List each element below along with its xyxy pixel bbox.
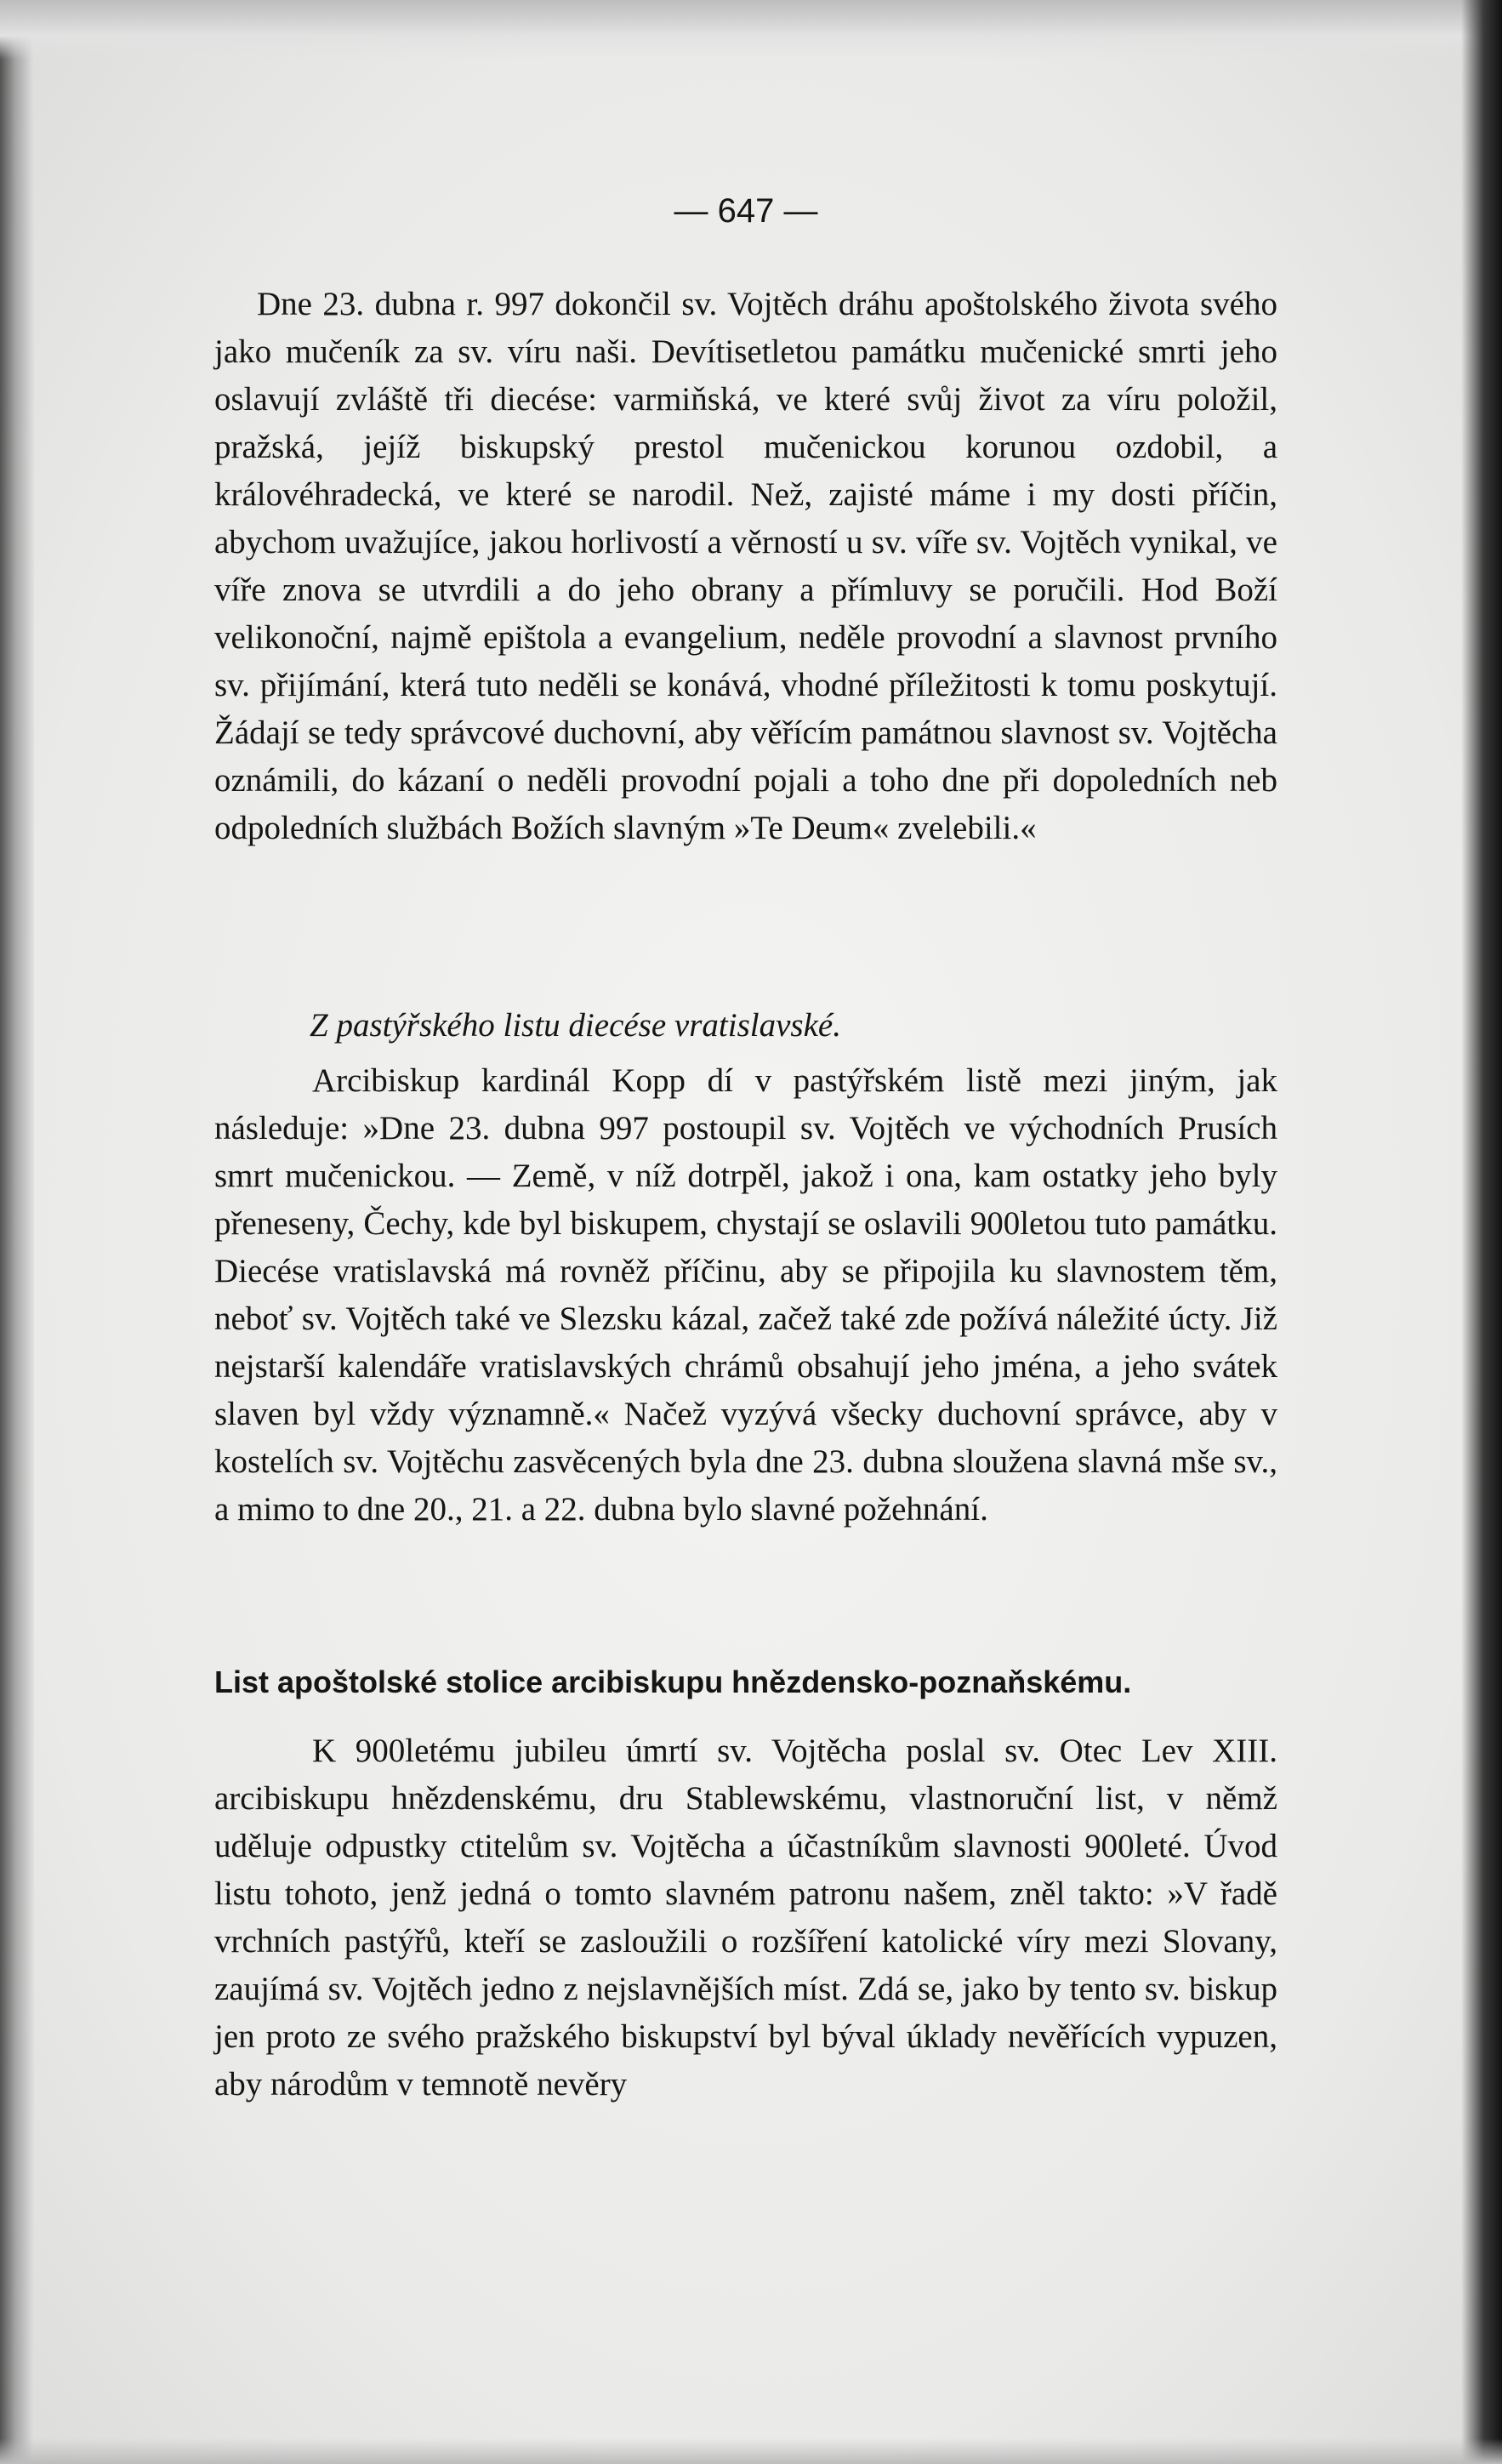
page-right-edge-shadow [1461,0,1502,2464]
page-number: — 647 — [674,192,818,230]
page-left-edge-shadow [0,0,34,2464]
source-signature: Z pastýřského listu diecése vratislavské. [310,1007,841,1044]
page-top-edge-shadow [0,0,1502,60]
paragraph-vratislav-letter: Arcibiskup kardinál Kopp dí v pastýřském listě mezi jiným, jak následuje: »Dne 23. dubna 997 postoupil sv. Vojtěch ve východních Prusích smrt mučenickou. — Země, v níž dotrpěl, jakož i ona, kam ostatky jeho byly přeneseny, Čechy, kde byl biskupem, chystají se oslavili 900letou tuto památku. Diecése vratislavská má rovněž příčinu, aby se připojila ku slavnostem těm, neboť sv. Vojtěch také ve Slezsku kázal, začež také zde požívá náležité úcty. Již nejstarší kalendáře vratislavských chrámů obsahují jeho jména, a jeho svátek slaven byl vždy významně.« Načež vyzývá všecky duchovní správce, aby v kostelích sv. Vojtěchu zasvěcených byla dne 23. dubna sloužena slavná mše sv., a mimo to dne 20., 21. a 22. dubna bylo slavné požehnání. [214,1062,1277,1528]
paragraph-vojtech-anniversary: Dne 23. dubna r. 997 dokončil sv. Vojtěch dráhu apoštolského života svého jako mučeník za sv. víru naši. Devítisetletou památku mučenické smrti jeho oslavují zvláště tři diecése: varmiňská, ve které svůj život za víru položil, pražská, jejíž biskupský prestol mučenickou korunou ozdobil, a královéhradecká, ve které se narodil. Než, zajisté máme i my dosti příčin, abychom uvažujíce, jakou horlivostí a věrností u sv. víře sv. Vojtěch vynikal, ve víře znova se utvrdili a do jeho obrany a přímluvy se poručili. Hod Boží velikonoční, najmě epištola a evangelium, neděle provodní a slavnost prvního sv. přijímání, která tuto neděli se konává, vhodné příležitosti k tomu poskytují. Žádají se tedy správcové duchovní, aby věřícím památnou slavnost sv. Vojtěcha oznámili, do kázaní o neděli provodní pojali a toho dne při dopoledních neb odpoledních službách Božích slavným »Te Deum« zvelebili.« [214,286,1277,846]
section-heading: List apoštolské stolice arcibiskupu hnězdensko-poznaňskému. [214,1664,1132,1699]
paragraph-apostolic-letter: K 900letému jubileu úmrtí sv. Vojtěcha poslal sv. Otec Lev XIII. arcibiskupu hnězdenskému, dru Stablewskému, vlastnoruční list, v němž uděluje odpustky ctitelům sv. Vojtěcha a účastníkům slavnosti 900leté. Úvod listu tohoto, jenž jedná o tomto slavném patronu našem, zněl takto: »V řadě vrchních pastýřů, kteří se zasloužili o rozšíření katolické víry mezi Slovany, zaujímá sv. Vojtěch jedno z nejslavnějších míst. Zdá se, jako by tento sv. biskup jen proto ze svého pražského biskupství byl býval úklady nevěřících vypuzen, aby národům v temnotě nevěry [214,1733,1277,2103]
page-bottom-edge-shadow [0,2438,1502,2464]
